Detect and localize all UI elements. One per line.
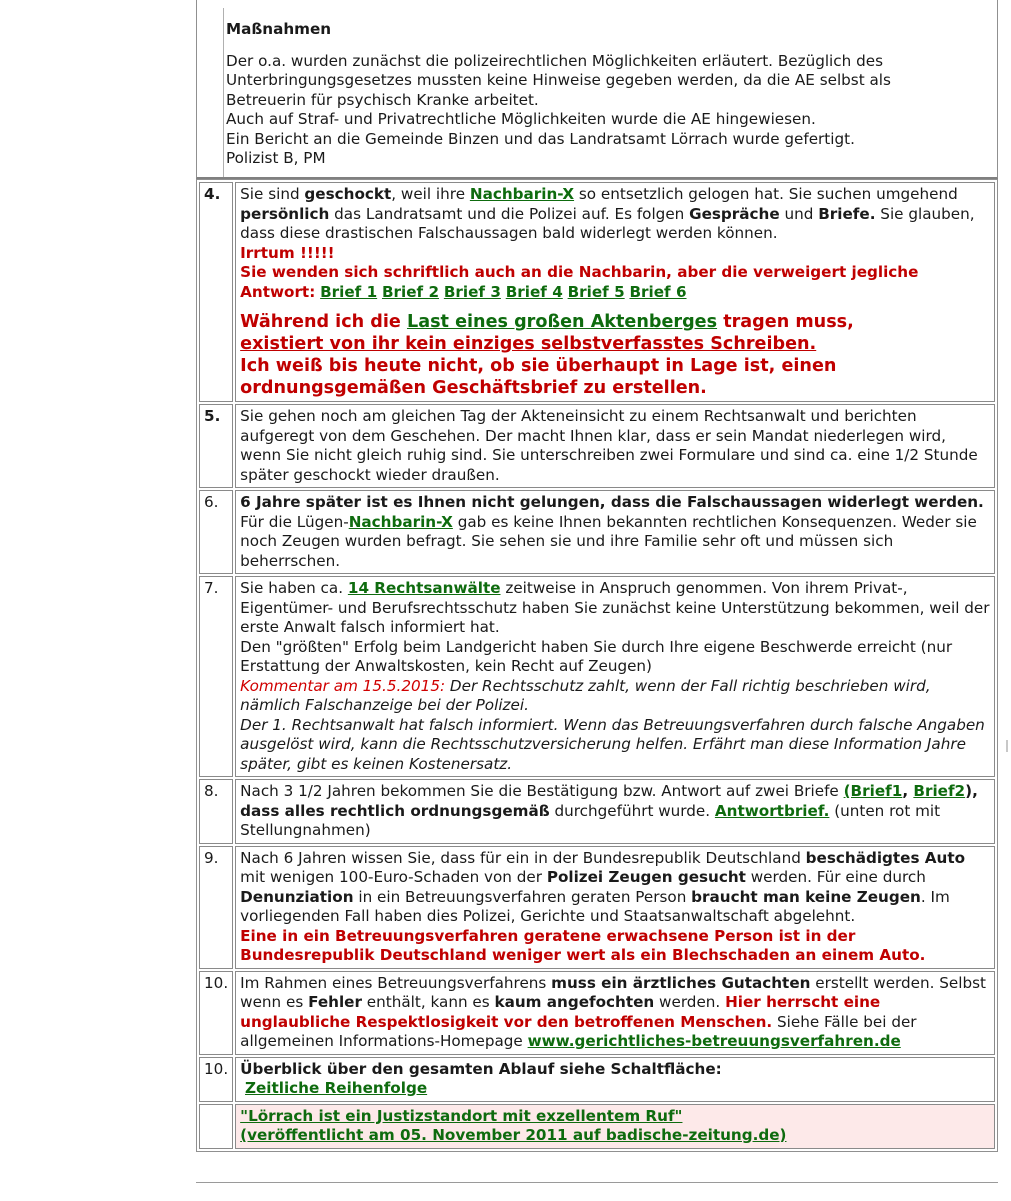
table-row bbox=[199, 182, 995, 402]
newspaper-article-link[interactable]: "Lörrach ist ein Justizstandort mit exzellentem Ruf" bbox=[240, 1106, 683, 1125]
row-number bbox=[199, 1104, 233, 1149]
info-homepage-link[interactable]: www.gerichtliches-betreuungsverfahren.de bbox=[527, 1032, 901, 1050]
bold-text: kaum angefochten bbox=[494, 993, 655, 1011]
police-report-section bbox=[196, 0, 998, 179]
lawyers-link[interactable]: 14 Rechtsanwälte bbox=[347, 579, 501, 597]
text: (unten rot mit Stellungnahmen) bbox=[240, 801, 941, 839]
text: Siehe Fälle bei der allgemeinen Informations-Homepage bbox=[240, 1012, 917, 1050]
report-line: Unterbringungsgesetzes mussten keine Hinweise gegeben werden, da die AE selbst als bbox=[226, 71, 891, 89]
neighbor-x-link[interactable]: Nachbarin-X bbox=[348, 512, 453, 531]
text: werden. Für eine durch bbox=[745, 868, 926, 886]
row-content bbox=[235, 576, 995, 777]
text: erstellt werden. Selbst wenn es bbox=[240, 973, 987, 1011]
newspaper-source-link[interactable]: (veröffentlicht am 05. November 2011 auf badische-zeitung.de) bbox=[240, 1126, 787, 1144]
table-row bbox=[199, 404, 995, 488]
row-number: 7. bbox=[199, 576, 233, 777]
text: zeitweise in Anspruch genommen. Von ihrem Privat-, Eigentümer- und Berufsrechtsschutz haben Sie zunächst keine Unterstützung bekommen, weil der erste Anwalt falsch informiert hat. bbox=[240, 579, 990, 636]
bold-text: 6 Jahre später ist es Ihnen nicht gelungen, dass die Falschaussagen widerlegt werden. bbox=[240, 493, 984, 511]
bold-text: Gespräche bbox=[689, 204, 780, 223]
bold-text: braucht man keine Zeugen bbox=[691, 887, 921, 906]
text: enthält, kann es bbox=[361, 993, 495, 1011]
comment-label: Kommentar am 15.5.2015: bbox=[240, 676, 446, 695]
red-statement: Hier herrscht eine unglaubliche Respektlosigkeit vor den betroffenen Menschen. bbox=[240, 993, 881, 1031]
table-row bbox=[199, 846, 995, 969]
text: so entsetzlich gelogen hat. Sie suchen umgehend bbox=[574, 185, 958, 203]
file-stack-link[interactable]: Last eines großen Aktenberges bbox=[406, 312, 718, 332]
letter1-link[interactable]: (Brief1 bbox=[843, 782, 903, 800]
measures-heading: Maßnahmen bbox=[226, 20, 332, 38]
scroll-indicator bbox=[1006, 740, 1008, 752]
report-signature: Polizist B, PM bbox=[226, 149, 326, 167]
text: durchgeführt wurde. bbox=[549, 801, 715, 820]
red-statement: Eine in ein Betreuungsverfahren geratene erwachsene Person ist in der Bundesrepublik Deutschland weniger wert als ein Blechschaden an einem Auto. bbox=[240, 926, 926, 964]
letter-3-link[interactable]: Brief 3 bbox=[443, 282, 501, 301]
row-content bbox=[235, 779, 995, 844]
report-line: Der o.a. wurden zunächst die polizeirechtlichen Möglichkeiten erläutert. Bezüglich des bbox=[226, 51, 883, 70]
letter-4-link[interactable]: Brief 4 bbox=[505, 282, 563, 301]
red-statement: Sie wenden sich schriftlich auch an die Nachbarin, aber die verweigert jegliche Antwort: bbox=[240, 263, 919, 301]
row-number: 4. bbox=[199, 182, 233, 402]
text: das Landratsamt und die Polizei auf. Es folgen bbox=[329, 204, 690, 223]
bold-text: geschockt bbox=[304, 185, 392, 203]
text: Während ich die bbox=[240, 312, 407, 332]
timeline-table bbox=[196, 179, 998, 1152]
letter-6-link[interactable]: Brief 6 bbox=[629, 282, 687, 301]
letter-2-link[interactable]: Brief 2 bbox=[381, 282, 440, 301]
text: in ein Betreuungsverfahren geraten Person bbox=[353, 887, 692, 906]
text: Ich weiß bis heute nicht, ob sie überhaupt in Lage ist, einen ordnungsgemäßen Geschäftsbrief zu erstellen. bbox=[240, 356, 837, 398]
text: und bbox=[779, 204, 819, 223]
table-row bbox=[199, 779, 995, 844]
text: Den "größten" Erfolg beim Landgericht haben Sie durch Ihre eigene Beschwerde erreicht (nur Erstattung der Anwaltskosten, kein Recht auf Zeugen) bbox=[240, 637, 953, 675]
table-row bbox=[199, 971, 995, 1055]
highlight-statement bbox=[240, 311, 990, 399]
row-content bbox=[235, 971, 995, 1055]
bold-text: persönlich bbox=[240, 204, 330, 223]
comment-text: Der Rechtsschutz zahlt, wenn der Fall richtig beschrieben wird, nämlich Falschanzeige bei der Polizei. bbox=[240, 676, 931, 714]
report-line: Betreuerin für psychisch Kranke arbeitet. bbox=[226, 90, 539, 109]
text: . Im vorliegenden Fall haben dies Polizei, Gerichte und Staatsanwaltschaft abgelehnt. bbox=[240, 887, 950, 925]
document bbox=[196, 0, 998, 1152]
report-line: Auch auf Straf- und Privatrechtliche Möglichkeiten wurde die AE hingewiesen. bbox=[226, 110, 816, 128]
text: Nach 3 1/2 Jahren bekommen Sie die Bestätigung bzw. Antwort auf zwei Briefe bbox=[240, 782, 844, 800]
text: Nach 6 Jahren wissen Sie, dass für ein in der Bundesrepublik Deutschland bbox=[240, 848, 806, 867]
report-line: Ein Bericht an die Gemeinde Binzen und das Landratsamt Lörrach wurde gefertigt. bbox=[226, 129, 855, 148]
police-report-body bbox=[226, 20, 991, 169]
table-row bbox=[199, 1104, 995, 1149]
text: Für die Lügen- bbox=[240, 512, 349, 531]
page-divider bbox=[196, 1182, 998, 1183]
row-number: 10. bbox=[199, 1057, 233, 1102]
table-row bbox=[199, 576, 995, 777]
timeline-link[interactable]: Zeitliche Reihenfolge bbox=[244, 1079, 428, 1097]
answer-letter-link[interactable]: Antwortbrief. bbox=[714, 801, 830, 820]
bold-text: Denunziation bbox=[240, 887, 354, 906]
text: mit wenigen 100-Euro-Schaden von der bbox=[240, 868, 547, 886]
bold-text: alles rechtlich ordnungsgemäß bbox=[284, 801, 550, 820]
error-exclamation: Irrtum !!!!! bbox=[240, 243, 335, 262]
text: werden. bbox=[654, 993, 726, 1011]
row-number: 6. bbox=[199, 490, 233, 574]
row-number: 9. bbox=[199, 846, 233, 969]
bold-text: Polizei Zeugen gesucht bbox=[546, 868, 746, 886]
comment-text: Der 1. Rechtsanwalt hat falsch informiert. Wenn das Betreuungsverfahren durch falsche Angaben ausgelöst wird, kann die Rechtsschutzversicherung helfen. Erfährt man diese Information Jahre später, gibt es keinen Kostenersatz. bbox=[240, 715, 985, 773]
table-row bbox=[199, 490, 995, 574]
bold-text: Briefe. bbox=[818, 204, 876, 223]
underlined-text: existiert von ihr kein einziges selbstverfasstes Schreiben. bbox=[240, 334, 817, 354]
text: Im Rahmen eines Betreuungsverfahrens bbox=[240, 973, 552, 992]
text: Sie haben ca. bbox=[240, 579, 348, 597]
row-content: Sie gehen noch am gleichen Tag der Akteneinsicht zu einem Rechtsanwalt und berichten aufgeregt von dem Geschehen. Der macht Ihnen klar, dass er sein Mandat niederlegen wird, wenn Sie nicht gleich ruhig sind. Sie unterschreiben zwei Formulare und sind ca. eine 1/2 Stunde später geschockt wieder draußen. bbox=[235, 404, 995, 488]
letter-1-link[interactable]: Brief 1 bbox=[320, 282, 378, 301]
bold-text: Fehler bbox=[308, 993, 362, 1011]
row-content bbox=[235, 490, 995, 574]
text: , bbox=[902, 782, 914, 800]
row-number: 8. bbox=[199, 779, 233, 844]
text: , weil ihre bbox=[391, 185, 470, 203]
row-content bbox=[235, 1104, 995, 1149]
bold-text: beschädigtes Auto bbox=[805, 848, 966, 867]
row-content bbox=[235, 1057, 995, 1102]
letter-5-link[interactable]: Brief 5 bbox=[567, 282, 625, 301]
row-number: 10. bbox=[199, 971, 233, 1055]
bold-text: muss ein ärztliches Gutachten bbox=[551, 973, 811, 992]
letter2-link[interactable]: Brief2 bbox=[913, 782, 966, 800]
text: Sie sind bbox=[240, 185, 305, 203]
row-content bbox=[235, 846, 995, 969]
neighbor-x-link[interactable]: Nachbarin-X bbox=[469, 185, 575, 203]
table-row bbox=[199, 1057, 995, 1102]
text: Sie glauben, dass diese drastischen Falschaussagen bald widerlegt werden können. bbox=[240, 204, 975, 242]
bold-text: Überblick über den gesamten Ablauf siehe Schaltfläche: bbox=[240, 1059, 722, 1078]
section-divider bbox=[223, 8, 224, 177]
text: ), dass bbox=[240, 782, 978, 820]
text: gab es keine Ihnen bekannten rechtlichen Konsequenzen. Weder sie noch Zeugen wurden befragt. Sie sehen sie und ihre Familie sehr oft und müssen sich beherrschen. bbox=[240, 512, 977, 570]
text: tragen muss, bbox=[717, 312, 854, 332]
row-content bbox=[235, 182, 995, 402]
row-number: 5. bbox=[199, 404, 233, 488]
